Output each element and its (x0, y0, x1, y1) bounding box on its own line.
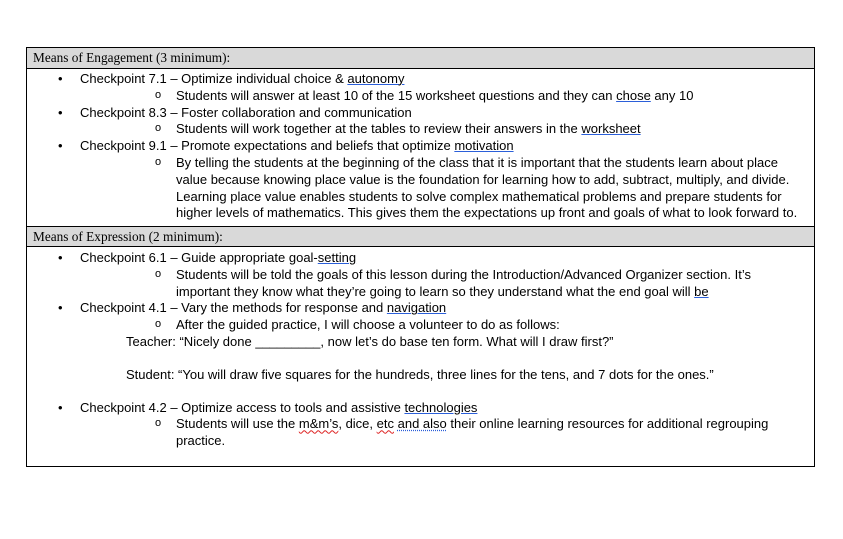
udl-table (26, 47, 815, 467)
checkpoint-8-3: • Checkpoint 8.3 – Foster collaboration and communication o Students will work together at the tables to review their answers in the worksheet (27, 105, 814, 139)
sub-item: o After the guided practice, I will choose a volunteer to do as follows: (155, 317, 560, 333)
bullet-icon: • (58, 138, 63, 154)
sub-item: o Students will be told the goals of this lesson during the Introduction/Advanced Organizer section. It’s important they know what they’re going to learn so they understand what the end goal will be (155, 266, 751, 299)
bullet-icon: • (58, 300, 63, 316)
bullet-icon: • (58, 250, 63, 265)
circle-bullet-icon: o (155, 122, 162, 135)
sub-item: o By telling the students at the beginning of the class that it is important that the students learn about place value because knowing place value is the foundation for learning how to add, subtract, multiply, and divide. Learning place value enables students to solve complex mathematical problems and prepare students for higher levels of mathematics. This gives them the expectations up front and goals of what to look forward to. (155, 154, 798, 221)
bullet-icon: • (58, 71, 63, 86)
engagement-header: Means of Engagement (3 minimum): (27, 48, 814, 69)
teacher-dialogue: Teacher: “Nicely done _________, now let’s do base ten form. What will I draw first?” (126, 333, 614, 349)
bullet-icon: • (58, 399, 63, 415)
checkpoint-keyword: setting (317, 250, 357, 265)
expression-section (27, 250, 814, 450)
checkpoint-keyword: autonomy (347, 71, 405, 86)
circle-bullet-icon: o (155, 155, 162, 168)
bullet-icon: • (58, 104, 63, 120)
student-dialogue: Student: “You will draw five squares for the hundreds, three lines for the tens, and 7 dots for the ones.” (126, 366, 714, 382)
circle-bullet-icon: o (155, 318, 162, 331)
sub-item: o Students will answer at least 10 of the 15 worksheet questions and they can chose any 10 (155, 87, 694, 103)
checkpoint-keyword: motivation (454, 138, 514, 154)
expression-header: Means of Expression (2 minimum): (27, 226, 814, 247)
checkpoint-9-1: • Checkpoint 9.1 – Promote expectations and beliefs that optimize motivation o By telling the students at the beginning of the class that it is important that the students learn about place value because knowing place value is the foundation for learning how to add, subtract, multiply, and divide. Learning place value enables students to solve complex mathematical problems and prepare students for higher levels of mathematics. This gives them the expectations up front and goals of what to look forward to. (27, 138, 814, 222)
checkpoint-keyword: navigation (386, 300, 447, 316)
checkpoint-6-1: • Checkpoint 6.1 – Guide appropriate goal-setting o Students will be told the goals of this lesson during the Introduction/Advanced Organizer section. It’s important they know what they’re going to learn so they understand what the end goal will be (27, 250, 814, 300)
sub-item: o Students will use the m&m’s, dice, etc and also their online learning resources for additional regrouping practice. (155, 416, 769, 449)
circle-bullet-icon: o (155, 267, 162, 280)
circle-bullet-icon: o (155, 88, 162, 101)
sub-item: o Students will work together at the tables to review their answers in the worksheet (155, 121, 641, 137)
engagement-section (27, 71, 814, 222)
checkpoint-4-1: • Checkpoint 4.1 – Vary the methods for response and navigation o After the guided practice, I will choose a volunteer to do as follows: Teacher: “Nicely done _________, now let’s do base ten form. What will I draw first?” Student: “You will draw five squares for the hundreds, three lines for the tens, and 7 dots for the ones.” (27, 300, 814, 399)
circle-bullet-icon: o (155, 417, 162, 430)
checkpoint-keyword: technologies (404, 399, 478, 415)
checkpoint-4-2: • Checkpoint 4.2 – Optimize access to tools and assistive technologies o Students will use the m&m’s, dice, etc and also their online learning resources for additional regrouping practice. (27, 400, 814, 450)
checkpoint-7-1: • Checkpoint 7.1 – Optimize individual choice & autonomy o Students will answer at least 10 of the 15 worksheet questions and they can chose any 10 (27, 71, 814, 105)
